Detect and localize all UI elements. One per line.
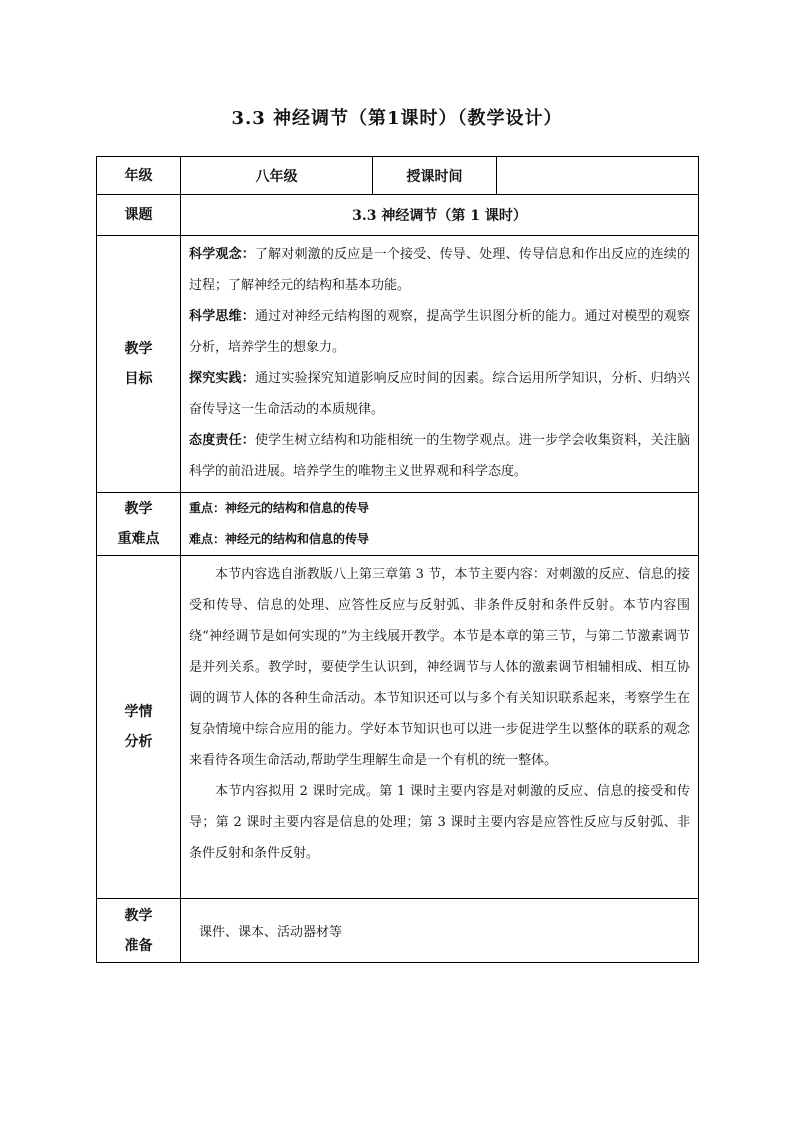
objective-item: 探究实践：通过实验探究知道影响反应时间的因素。综合运用所学知识，分析、归纳兴奋传导这一生命活动的本质规律。 <box>189 371 690 417</box>
objective-item: 科学观念：了解对刺激的反应是一个接受、传导、处理、传导信息和作出反应的连续的过程；了解神经元的结构和基本功能。 <box>189 247 690 293</box>
analysis-paragraph: 本节内容拟用 2 课时完成。第 1 课时主要内容是对刺激的反应、信息的接受和传导；第 2 课时主要内容是信息的处理；第 3 课时主要内容是应答性反应与反射弧、非条件反射和条件反射。 <box>189 784 690 861</box>
objectives-label: 教学 目标 <box>97 236 181 493</box>
topic-value: 3.3 神经调节（第 1 课时） <box>181 195 699 236</box>
key-points-row <box>97 493 699 556</box>
topic-label: 课题 <box>97 195 181 236</box>
objective-item: 科学思维：通过对神经元结构图的观察，提高学生识图分析的能力。通过对模型的观察分析，培养学生的想象力。 <box>189 309 690 355</box>
grade-row <box>97 157 699 195</box>
lesson-plan-table <box>96 156 699 963</box>
analysis-label: 学情 分析 <box>97 556 181 899</box>
time-label: 授课时间 <box>373 157 497 195</box>
analysis-content <box>181 556 699 899</box>
objectives-row <box>97 236 699 493</box>
objectives-content <box>181 236 699 493</box>
document-title: 3.3 神经调节（第1课时）（教学设计） <box>231 108 563 129</box>
objective-item: 态度责任：使学生树立结构和功能相统一的生物学观点。进一步学会收集资料，关注脑科学的前沿进展。培养学生的唯物主义世界观和科学态度。 <box>189 433 690 479</box>
analysis-row <box>97 556 699 899</box>
difficulty-point: 难点：神经元的结构和信息的传导 <box>189 532 370 546</box>
key-points-label: 教学 重难点 <box>97 493 181 556</box>
preparation-row <box>97 899 699 963</box>
time-value <box>497 157 699 195</box>
grade-label: 年级 <box>97 157 181 195</box>
analysis-paragraph: 本节内容选自浙教版八上第三章第 3 节，本节主要内容：对刺激的反应、信息的接受和传导、信息的处理、应答性反应与反射弧、非条件反射和条件反射。本节内容围绕“神经调节是如何实现的”为主线展开教学。本节是本章的第三节，与第二节激素调节是并列关系。教学时，要使学生认识到，神经调节与人体的激素调节相辅相成、相互协调的调节人体的各种生命活动。本节知识还可以与多个有关知识联系起来，考察学生在复杂情境中综合应用的能力。学好本节知识也可以进一步促进学生以整体的联系的观念来看待各项生命活动,帮助学生理解生命是一个有机的统一整体。 <box>189 567 690 768</box>
topic-row <box>97 195 699 236</box>
preparation-content: 课件、课本、活动器材等 <box>181 899 699 963</box>
focus-point: 重点：神经元的结构和信息的传导 <box>189 501 370 515</box>
preparation-label: 教学 准备 <box>97 899 181 963</box>
key-points-content <box>181 493 699 556</box>
grade-value: 八年级 <box>181 157 373 195</box>
